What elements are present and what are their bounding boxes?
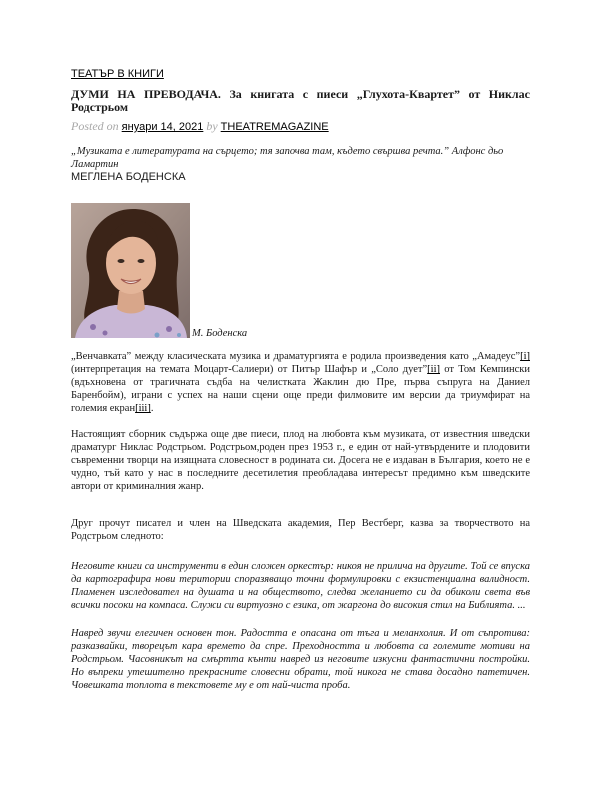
paragraph-text: (интерпретация на темата Моцарт-Салиери) от Питър Шафър и „Соло дует” — [71, 364, 428, 375]
body-paragraph: Настоящият сборник съдържа още две пиеси, плод на любовта към музиката, от известния шведски драматург Никлас Родстрьом. Родстрьом,роден през 1953 г., е един от най-утвърдените и плодовити съвременни творци на изящната словесност в родината си. Досега не е издаван в България, което не е чудно, тъй като у нас в последните десетилетия преобладава интересът предимно към шведските автори от криминалния жанр. — [71, 429, 530, 492]
body-paragraph: Друг прочут писател и член на Шведската академия, Пер Вестберг, казва за творчеството на Родстрьом следното: — [71, 518, 530, 542]
photo-caption: М. Боденска — [192, 328, 248, 339]
by-label: by — [206, 119, 218, 133]
footnote-link[interactable]: [i] — [520, 351, 530, 362]
date-link[interactable]: януари 14, 2021 — [121, 121, 204, 133]
quoted-paragraph: Навред звучи елегичен основен тон. Радостта е опасана от тъга и меланхолия. И от съпротива: разказвайки, творецът кара времето да спре. Преходността и любовта са големите мотиви на Родстрьом. Часовникът на смъртта кънти навред из неговите изкусни фантастични постройки. Но въпреки утешително прекрасните словесни обрати, той никога не става досадно патетичен. Човешката топлота в текстовете му е от най-чиста проба. — [71, 628, 530, 691]
post-meta — [71, 119, 329, 134]
epigraph: „Музиката е литературата на сърцето; тя започва там, където свършва речта.” Алфонс дьо Ламартин — [71, 146, 504, 170]
paragraph-text: „Венчавката” между класическата музика и драматургията е родила произведения като „Амадеус” — [71, 351, 521, 362]
posted-on-label: Posted on — [71, 119, 119, 133]
article-title: ДУМИ НА ПРЕВОДАЧА. За книгата с пиеси „Глухота-Квартет” от Никлас Родстрьом — [71, 87, 530, 114]
author-photo — [71, 203, 190, 338]
paragraph-text: . — [150, 403, 154, 414]
publisher-link[interactable]: THEATREMAGAZINE — [220, 121, 329, 133]
footnote-link[interactable]: [iii] — [135, 403, 151, 414]
quoted-paragraph: Неговите книги са инструменти в един сложен оркестър: никоя не прилича на другите. Той се впуска да картографира нови територии споразяващо точни формулировки с екзистенциална валидност. Пламенен изследовател на душата и на обществото, следва желанието си да обиколи света във всички посоки на компаса. Служи си виртуозно с езика, от жаргона до високия стил на Библията. ... — [71, 561, 530, 611]
author-name: МЕГЛЕНА БОДЕНСКА — [71, 171, 186, 183]
paragraph-text: от Том Кемпински (вдъхновена от трагичната съдба на челистката Жаклин дю Пре, първа съпруга на Даниел Баренбойм), играни с успех на наши сцени още преди филмовите им версии да триумфират на големия екран — [71, 364, 530, 414]
body-paragraph — [71, 350, 530, 415]
category-link[interactable]: ТЕАТЪР В КНИГИ — [71, 68, 164, 80]
footnote-link[interactable]: [ii] — [427, 364, 440, 375]
